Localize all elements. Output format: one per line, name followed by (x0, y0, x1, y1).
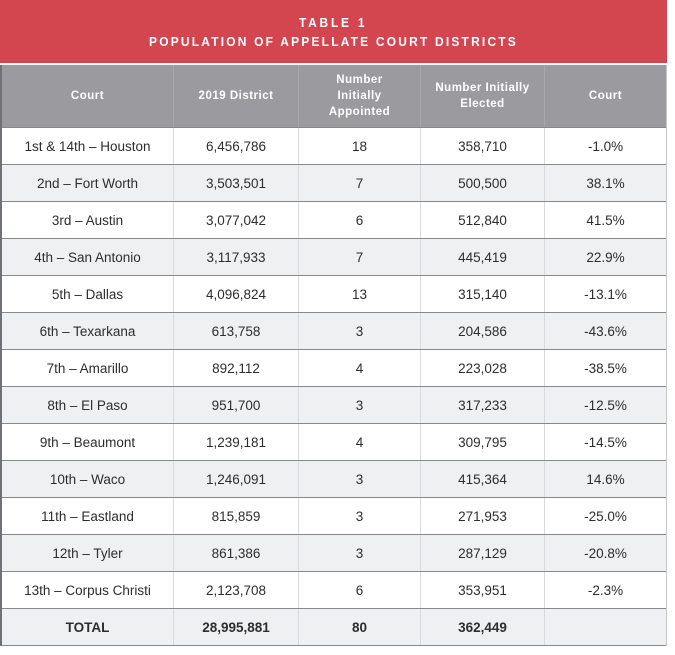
cell-change: -2.3% (587, 582, 624, 598)
cell-elected: 353,951 (421, 572, 545, 608)
cell-district: 4,096,824 (174, 276, 299, 312)
cell-district: 3,117,933 (174, 239, 299, 275)
table-total-row (2, 609, 666, 646)
cell-district: 951,700 (174, 387, 299, 423)
cell-change: -38.5% (584, 360, 627, 376)
cell-change: -25.0% (584, 508, 627, 524)
table-number-title: TABLE 1 (299, 14, 368, 30)
cell-court: 11th – Eastland (2, 498, 174, 534)
cell-district: 613,758 (174, 313, 299, 349)
cell-change: 14.6% (586, 471, 625, 487)
cell-appointed: 13 (299, 276, 421, 312)
cell-district: 892,112 (174, 350, 299, 386)
cell-appointed: 3 (299, 535, 421, 571)
cell-appointed: 3 (299, 461, 421, 497)
table-row (2, 202, 666, 239)
table-row (2, 461, 666, 498)
table-title-banner (0, 0, 667, 63)
cell-district: 3,503,501 (174, 165, 299, 201)
cell-district: 861,386 (174, 535, 299, 571)
cell-court: 7th – Amarillo (2, 350, 174, 386)
table-header-row (2, 65, 666, 127)
cell-change: -43.6% (584, 323, 627, 339)
total-district: 28,995,881 (174, 609, 299, 645)
cell-change: -13.1% (584, 286, 627, 302)
cell-change: -1.0% (587, 138, 624, 154)
appellate-districts-table (0, 65, 667, 646)
cell-change: -20.8% (584, 545, 627, 561)
cell-change: -12.5% (584, 397, 627, 413)
total-appointed: 80 (299, 609, 421, 645)
cell-court: 3rd – Austin (2, 202, 174, 238)
cell-appointed: 18 (299, 128, 421, 164)
cell-change: 38.1% (586, 175, 625, 191)
cell-elected: 500,500 (421, 165, 545, 201)
cell-district: 3,077,042 (174, 202, 299, 238)
cell-appointed: 4 (299, 424, 421, 460)
table-row (2, 276, 666, 313)
table-row (2, 239, 666, 276)
cell-elected: 358,710 (421, 128, 545, 164)
cell-district: 1,239,181 (174, 424, 299, 460)
cell-elected: 512,840 (421, 202, 545, 238)
cell-court: 12th – Tyler (2, 535, 174, 571)
cell-elected: 415,364 (421, 461, 545, 497)
total-change (545, 609, 666, 645)
header-cell-court: Court (2, 65, 174, 127)
header-cell-number-initially-appointed: Number Initially Appointed (299, 65, 421, 127)
header-cell-court-pct: Court (588, 89, 623, 102)
cell-elected: 287,129 (421, 535, 545, 571)
cell-appointed: 7 (299, 165, 421, 201)
cell-change: 41.5% (586, 212, 625, 228)
cell-appointed: 7 (299, 239, 421, 275)
cell-appointed: 3 (299, 313, 421, 349)
cell-court: 5th – Dallas (2, 276, 174, 312)
table-row (2, 424, 666, 461)
header-cell-2019-district: 2019 District (174, 65, 299, 127)
cell-court: 1st & 14th – Houston (2, 128, 174, 164)
table-row (2, 350, 666, 387)
cell-court: 13th – Corpus Christi (2, 572, 174, 608)
cell-elected: 445,419 (421, 239, 545, 275)
cell-elected: 271,953 (421, 498, 545, 534)
cell-district: 1,246,091 (174, 461, 299, 497)
cell-change: 22.9% (586, 249, 625, 265)
table-body (2, 127, 666, 646)
cell-district: 815,859 (174, 498, 299, 534)
cell-change: -14.5% (584, 434, 627, 450)
cell-elected: 204,586 (421, 313, 545, 349)
cell-elected: 309,795 (421, 424, 545, 460)
table-main-title: POPULATION OF APPELLATE COURT DISTRICTS (149, 33, 518, 49)
table-row (2, 165, 666, 202)
cell-elected: 223,028 (421, 350, 545, 386)
table-row (2, 498, 666, 535)
cell-elected: 315,140 (421, 276, 545, 312)
table-row (2, 128, 666, 165)
cell-court: 10th – Waco (2, 461, 174, 497)
cell-court: 2nd – Fort Worth (2, 165, 174, 201)
table-row (2, 387, 666, 424)
table-row (2, 572, 666, 609)
total-elected: 362,449 (421, 609, 545, 645)
table-row (2, 313, 666, 350)
table-row (2, 535, 666, 572)
cell-appointed: 3 (299, 498, 421, 534)
cell-court: 8th – El Paso (2, 387, 174, 423)
cell-elected: 317,233 (421, 387, 545, 423)
cell-court: 9th – Beaumont (2, 424, 174, 460)
cell-court: 4th – San Antonio (2, 239, 174, 275)
cell-district: 2,123,708 (174, 572, 299, 608)
cell-appointed: 6 (299, 572, 421, 608)
total-label: TOTAL (2, 609, 174, 645)
cell-district: 6,456,786 (174, 128, 299, 164)
cell-appointed: 6 (299, 202, 421, 238)
cell-appointed: 3 (299, 387, 421, 423)
cell-appointed: 4 (299, 350, 421, 386)
cell-court: 6th – Texarkana (2, 313, 174, 349)
header-cell-number-initially-elected: Number Initially Elected (421, 65, 545, 127)
